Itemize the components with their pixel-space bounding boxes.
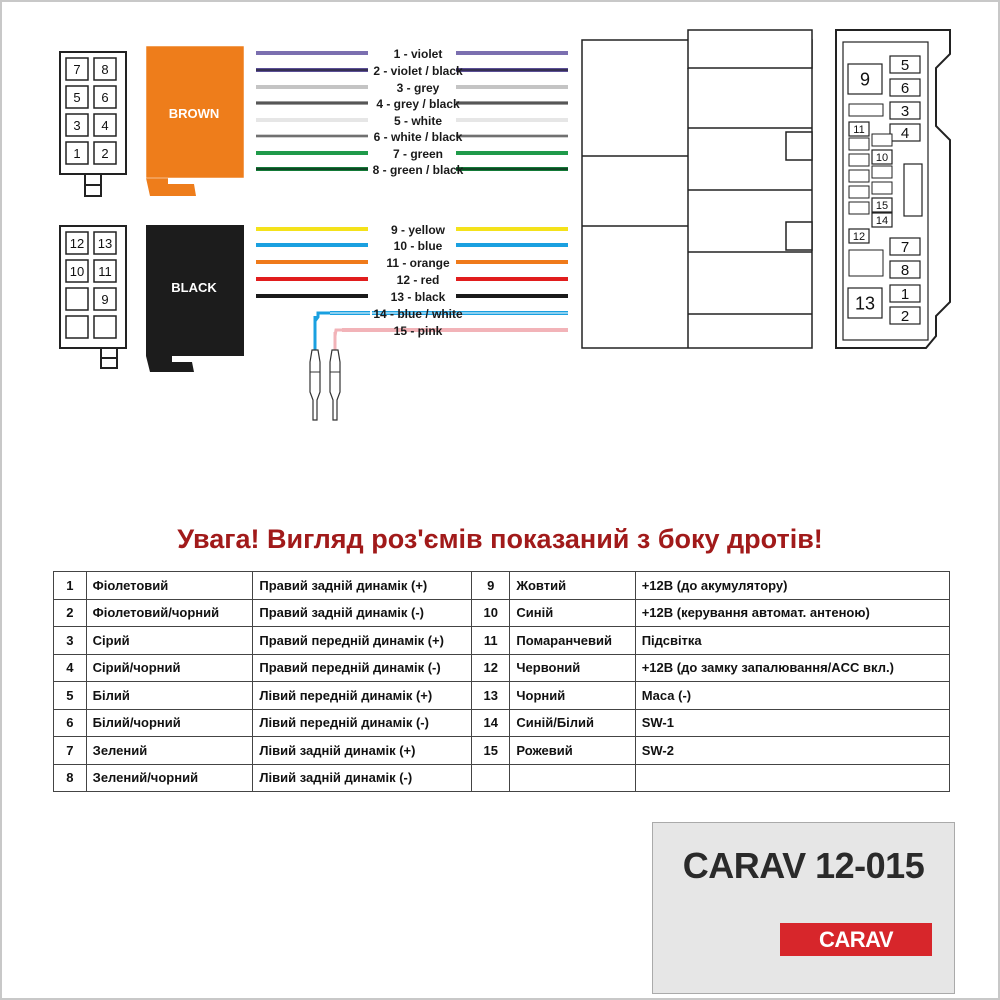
pin-label: 7 [73, 62, 81, 77]
wire-label: 13 - black [390, 290, 446, 304]
vehicle-pin-empty [872, 134, 892, 146]
table-cell: Синій/Білий [510, 709, 635, 737]
vehicle-pin-empty [849, 186, 869, 198]
vehicle-pin-label: 8 [900, 261, 910, 279]
wire-3 [256, 81, 568, 95]
wire-5 [256, 114, 568, 128]
table-cell: Білий/чорний [86, 709, 253, 737]
wire-label: 7 - green [392, 147, 444, 161]
warning-banner: Увага! Вигляд роз'ємів показаний з боку дротів! [177, 524, 823, 554]
model-number: CARAV 12-015 [682, 845, 925, 886]
black-plug [146, 225, 244, 372]
wire-label: 1 - violet [393, 47, 443, 61]
table-cell: 12 [472, 654, 510, 682]
vehicle-pin-empty [849, 170, 869, 182]
wire-6 [256, 130, 568, 144]
table-cell: Помаранчевий [510, 627, 635, 655]
pin-label: 5 [73, 90, 81, 105]
table-cell: SW-2 [635, 737, 949, 765]
pin-label: 3 [73, 118, 81, 133]
wire-8 [256, 163, 568, 177]
pin-label: 11 [98, 264, 112, 279]
table-cell [510, 764, 635, 792]
table-cell: Лівий задній динамік (+) [253, 737, 472, 765]
wire-label: 6 - white / black [373, 130, 463, 144]
table-cell: Рожевий [510, 737, 635, 765]
vehicle-pin-label: 6 [900, 79, 910, 97]
brown-label: BROWN [168, 106, 220, 121]
table-cell: 15 [472, 737, 510, 765]
vehicle-pin-empty [849, 104, 883, 116]
vehicle-pin-empty [872, 182, 892, 194]
wire-label: 14 - blue / white [373, 307, 463, 321]
wire-9 [256, 223, 568, 237]
carav-logo: CARAV [780, 923, 932, 956]
table-cell: 9 [472, 572, 510, 600]
pinout-table [53, 571, 950, 792]
wire-label: 8 - green / black [372, 163, 464, 177]
vehicle-pin-label: 2 [900, 307, 910, 325]
table-row [54, 737, 950, 765]
vehicle-pin-label: 12 [852, 230, 866, 243]
brown-connector-face [60, 52, 126, 196]
table-cell: Сірий/чорний [86, 654, 253, 682]
table-cell: 2 [54, 599, 87, 627]
table-cell: +12В (до замку запалювання/ACC вкл.) [635, 654, 949, 682]
wire-label: 3 - grey [396, 81, 440, 95]
vehicle-pin-label: 3 [900, 102, 910, 120]
pin-label: 10 [69, 264, 85, 279]
table-cell: 5 [54, 682, 87, 710]
table-cell: Лівий передній динамік (+) [253, 682, 472, 710]
table-cell: Білий [86, 682, 253, 710]
black-connector-face [60, 226, 126, 368]
wire-label: 12 - red [396, 273, 440, 287]
vehicle-connector-face [836, 30, 950, 348]
table-cell: 13 [472, 682, 510, 710]
black-label: BLACK [171, 280, 217, 295]
wire-13 [256, 290, 568, 304]
vehicle-pin-label: 14 [875, 214, 889, 227]
table-cell [472, 764, 510, 792]
wire-label: 4 - grey / black [376, 97, 460, 111]
table-cell: 11 [472, 627, 510, 655]
wire-11 [256, 256, 568, 270]
vehicle-pin-label: 5 [900, 56, 910, 74]
table-cell: 6 [54, 709, 87, 737]
pin-label: 2 [101, 146, 109, 161]
table-cell: 14 [472, 709, 510, 737]
table-cell: +12В (керування автомат. антеною) [635, 599, 949, 627]
vehicle-pin-empty [872, 166, 892, 178]
table-row [54, 627, 950, 655]
pin-label: 9 [101, 292, 109, 307]
table-cell: Фіолетовий [86, 572, 253, 600]
wire-4 [256, 97, 568, 111]
brand-box [652, 822, 955, 994]
pin-cell [94, 316, 116, 338]
wire-10 [256, 239, 568, 253]
table-cell: 7 [54, 737, 87, 765]
table-cell: Жовтий [510, 572, 635, 600]
wiring-diagram [0, 0, 1000, 430]
wire-2 [256, 64, 568, 78]
table-row [54, 654, 950, 682]
table-cell: 4 [54, 654, 87, 682]
brown-plug [146, 46, 244, 196]
table-row [54, 682, 950, 710]
vehicle-pin-label: 7 [900, 238, 910, 256]
table-cell: Фіолетовий/чорний [86, 599, 253, 627]
wire-1 [256, 47, 568, 61]
vehicle-pin-empty [849, 250, 883, 276]
wire-12 [256, 273, 568, 287]
vehicle-pin-empty [849, 154, 869, 166]
wire-14 [315, 307, 568, 321]
table-cell: SW-1 [635, 709, 949, 737]
vehicle-pin-label: 13 [854, 293, 876, 314]
table-cell: Маса (-) [635, 682, 949, 710]
vehicle-pin-label: 10 [875, 151, 889, 164]
wire-label: 11 - orange [386, 256, 450, 270]
table-cell: 10 [472, 599, 510, 627]
pin-cell [66, 288, 88, 310]
table-row [54, 709, 950, 737]
wire-7 [256, 147, 568, 161]
vehicle-pin-label: 11 [853, 123, 865, 136]
table-row [54, 764, 950, 792]
wire-label: 2 - violet / black [373, 64, 463, 78]
table-cell: Червоний [510, 654, 635, 682]
wire-label: 10 - blue [393, 239, 443, 253]
pin-cell [66, 316, 88, 338]
table-cell [635, 764, 949, 792]
table-cell: Правий передній динамік (+) [253, 627, 472, 655]
table-row [54, 572, 950, 600]
vehicle-connector-body [582, 30, 812, 348]
table-cell: +12В (до акумулятору) [635, 572, 949, 600]
table-cell: Зелений/чорний [86, 764, 253, 792]
wire-label: 5 - white [393, 114, 443, 128]
wire-label: 9 - yellow [390, 223, 446, 237]
pin-label: 12 [69, 236, 85, 251]
vehicle-pin-empty [849, 202, 869, 214]
table-cell: Правий передній динамік (-) [253, 654, 472, 682]
table-cell: 8 [54, 764, 87, 792]
pin-label: 8 [101, 62, 109, 77]
table-cell: Правий задній динамік (+) [253, 572, 472, 600]
table-cell: 3 [54, 627, 87, 655]
vehicle-pin-empty [849, 138, 869, 150]
table-cell: Зелений [86, 737, 253, 765]
table-cell: Сірий [86, 627, 253, 655]
table-row [54, 599, 950, 627]
pin-label: 6 [101, 90, 109, 105]
wire-label: 15 - pink [393, 324, 443, 338]
vehicle-pin-label: 15 [875, 199, 889, 212]
vehicle-pin-label: 9 [859, 69, 871, 90]
table-cell: Чорний [510, 682, 635, 710]
table-cell: Лівий передній динамік (-) [253, 709, 472, 737]
pin-label: 13 [97, 236, 113, 251]
table-cell: Лівий задній динамік (-) [253, 764, 472, 792]
table-cell: Підсвітка [635, 627, 949, 655]
pin-label: 4 [101, 118, 109, 133]
table-cell: Синій [510, 599, 635, 627]
vehicle-pin-label: 4 [900, 124, 910, 142]
table-cell: Правий задній динамік (-) [253, 599, 472, 627]
pin-label: 1 [73, 146, 81, 161]
vehicle-pin-label: 1 [900, 285, 910, 303]
wire-15 [335, 324, 568, 338]
table-cell: 1 [54, 572, 87, 600]
